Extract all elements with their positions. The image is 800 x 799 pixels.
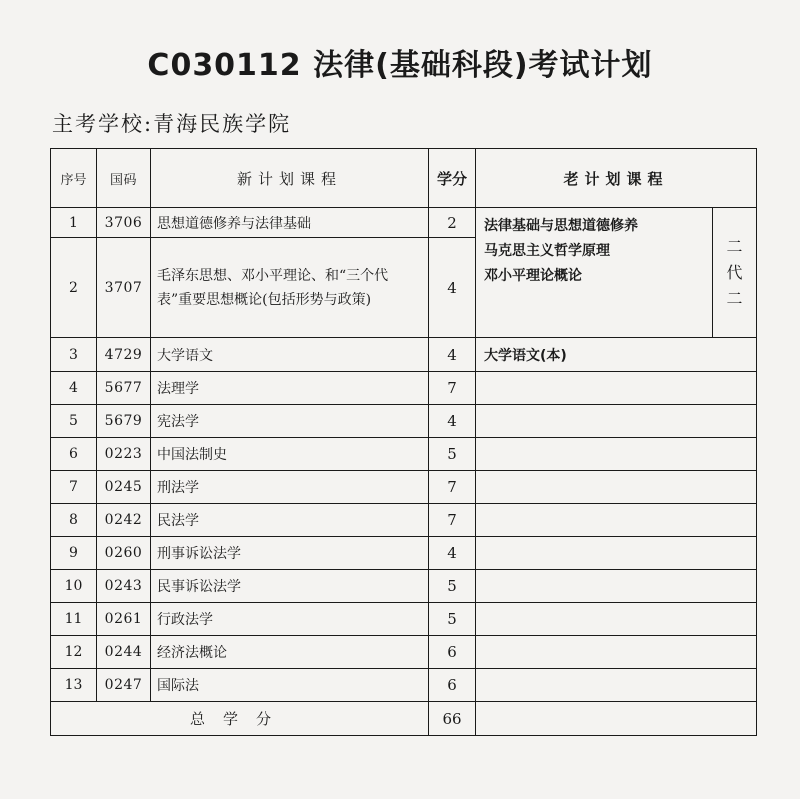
old-course-empty: [476, 504, 757, 537]
row-course: 刑法学: [151, 471, 429, 504]
row-course: 行政法学: [151, 603, 429, 636]
old-course-empty: [476, 669, 757, 702]
old-course-empty: [476, 603, 757, 636]
row-credit: 4: [429, 338, 476, 372]
row-code: 0223: [97, 438, 151, 471]
row-seq: 6: [51, 438, 97, 471]
row-course: 民法学: [151, 504, 429, 537]
row-credit: 7: [429, 372, 476, 405]
row-seq: 3: [51, 338, 97, 372]
table-row: [51, 471, 757, 504]
old-course-empty: [476, 537, 757, 570]
row-code: 0245: [97, 471, 151, 504]
table-row: [51, 208, 757, 238]
row-credit: 6: [429, 636, 476, 669]
row-seq: 11: [51, 603, 97, 636]
row-code: 0244: [97, 636, 151, 669]
table-row: [51, 504, 757, 537]
old-course-list: [476, 208, 713, 338]
row-seq: 2: [51, 238, 97, 338]
old-course-empty: [476, 372, 757, 405]
row-seq: 1: [51, 208, 97, 238]
row-code: 0247: [97, 669, 151, 702]
table-header-row: [51, 149, 757, 208]
total-credit: 66: [429, 702, 476, 736]
old-course-item: 马克思主义哲学原理: [484, 243, 610, 259]
row-credit: 4: [429, 238, 476, 338]
row-seq: 8: [51, 504, 97, 537]
table-row: [51, 338, 757, 372]
old-course-row3: 大学语文(本): [476, 338, 757, 372]
row-code: 5677: [97, 372, 151, 405]
old-course-item: 法律基础与思想道德修养: [484, 218, 638, 234]
row-credit: 5: [429, 438, 476, 471]
row-code: 3707: [97, 238, 151, 338]
old-course-item: 邓小平理论概论: [484, 268, 582, 284]
row-course: 中国法制史: [151, 438, 429, 471]
table-row: [51, 669, 757, 702]
row-code: 0261: [97, 603, 151, 636]
old-course-note: [713, 208, 757, 338]
row-code: 0260: [97, 537, 151, 570]
row-code: 3706: [97, 208, 151, 238]
row-seq: 10: [51, 570, 97, 603]
old-course-empty: [476, 636, 757, 669]
old-course-empty: [476, 471, 757, 504]
row-credit: 6: [429, 669, 476, 702]
old-course-note-char: 二: [726, 288, 743, 308]
row-credit: 7: [429, 471, 476, 504]
total-old-empty: [476, 702, 757, 736]
table-row: [51, 570, 757, 603]
row-seq: 5: [51, 405, 97, 438]
old-course-empty: [476, 438, 757, 471]
row-seq: 9: [51, 537, 97, 570]
exam-plan-table: [50, 148, 757, 736]
row-course: 刑事诉讼法学: [151, 537, 429, 570]
row-credit: 4: [429, 537, 476, 570]
old-course-empty: [476, 405, 757, 438]
row-course: 国际法: [151, 669, 429, 702]
total-label: 总学分: [51, 702, 429, 736]
table-row: [51, 636, 757, 669]
table-row: [51, 405, 757, 438]
row-course: 宪法学: [151, 405, 429, 438]
row-code: 0242: [97, 504, 151, 537]
old-course-empty: [476, 570, 757, 603]
row-credit: 7: [429, 504, 476, 537]
total-row: [51, 702, 757, 736]
row-code: 0243: [97, 570, 151, 603]
table-row: [51, 603, 757, 636]
header-credit: 学分: [429, 149, 476, 208]
header-new-course: 新计划课程: [151, 149, 429, 208]
row-code: 4729: [97, 338, 151, 372]
page-title: C030112 法律(基础科段)考试计划: [147, 48, 653, 83]
row-credit: 5: [429, 603, 476, 636]
header-old-course: 老计划课程: [476, 149, 757, 208]
row-course: 民事诉讼法学: [151, 570, 429, 603]
table-row: [51, 537, 757, 570]
table-row: [51, 438, 757, 471]
row-code: 5679: [97, 405, 151, 438]
row-credit: 2: [429, 208, 476, 238]
header-code: 国码: [97, 149, 151, 208]
row-credit: 4: [429, 405, 476, 438]
row-seq: 4: [51, 372, 97, 405]
row-course: 大学语文: [151, 338, 429, 372]
old-course-note-char: 二: [726, 236, 743, 256]
row-credit: 5: [429, 570, 476, 603]
header-seq: 序号: [51, 149, 97, 208]
row-course: 毛泽东思想、邓小平理论、和“三个代表”重要思想概论(包括形势与政策): [151, 238, 429, 338]
row-seq: 12: [51, 636, 97, 669]
row-seq: 7: [51, 471, 97, 504]
table-row: [51, 372, 757, 405]
row-course: 思想道德修养与法律基础: [151, 208, 429, 238]
school-line: 主考学校:青海民族学院: [52, 112, 292, 136]
row-seq: 13: [51, 669, 97, 702]
old-course-note-text: [713, 234, 756, 312]
row-course: 经济法概论: [151, 636, 429, 669]
old-course-note-char: 代: [726, 262, 743, 282]
row-course: 法理学: [151, 372, 429, 405]
